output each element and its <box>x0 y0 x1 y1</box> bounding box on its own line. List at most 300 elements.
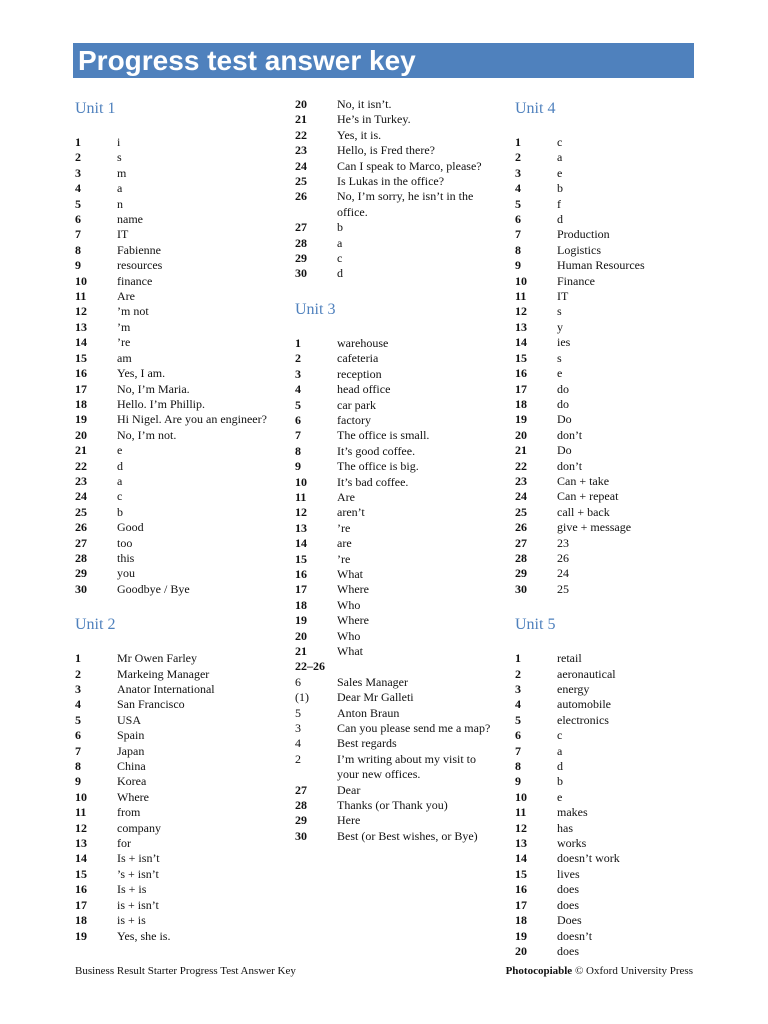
answer-text: Best regards <box>337 736 397 751</box>
answer-number: 14 <box>515 335 527 350</box>
answer-text: too <box>117 535 133 550</box>
answer-text: Fabienne <box>117 242 161 257</box>
answer-number: 3 <box>75 682 81 696</box>
answer-text: s <box>557 304 562 319</box>
answer-row <box>75 150 275 165</box>
answer-text: from <box>117 805 141 820</box>
answer-number: 29 <box>515 566 527 581</box>
unit-section <box>295 298 500 844</box>
answer-text: Human Resources <box>557 258 645 273</box>
answer-text: Are <box>117 289 135 304</box>
answer-number: 9 <box>75 258 81 273</box>
answer-text: retail <box>557 651 582 666</box>
answer-row <box>515 551 715 566</box>
answer-text: reception <box>337 366 382 381</box>
answer-row <box>75 805 275 820</box>
answer-row <box>515 227 715 242</box>
answer-text: call + back <box>557 504 610 519</box>
answer-text: Yes, I am. <box>117 366 166 381</box>
answer-number: 20 <box>75 427 87 442</box>
answer-row <box>75 867 275 882</box>
unit-section <box>295 97 500 298</box>
answer-number: 22 <box>515 458 527 473</box>
answer-number: 14 <box>75 335 87 350</box>
answer-row <box>295 721 500 736</box>
answer-number: 9 <box>515 774 521 789</box>
answer-number: 11 <box>295 489 307 504</box>
answer-row <box>75 836 275 851</box>
answer-row <box>295 220 500 235</box>
answer-number: 7 <box>515 227 521 242</box>
answer-number: 5 <box>515 196 521 211</box>
answer-number: 15 <box>75 350 87 365</box>
answer-row <box>75 428 275 443</box>
answer-number: 2 <box>515 150 521 165</box>
answer-row <box>75 744 275 759</box>
answer-number: 27 <box>515 535 527 550</box>
answer-number: 26 <box>75 520 87 535</box>
answer-number: 9 <box>515 258 521 273</box>
answer-row <box>295 613 500 628</box>
answer-number: 24 <box>515 489 527 504</box>
answer-row <box>295 428 500 443</box>
answer-number: 8 <box>75 759 81 774</box>
answer-number: 17 <box>295 582 307 597</box>
answer-text: Here <box>337 813 361 828</box>
answer-text: e <box>557 789 563 804</box>
answer-number: 3 <box>295 721 301 736</box>
answer-list <box>515 651 715 959</box>
answer-number: 21 <box>295 644 307 658</box>
answer-text: He’s in Turkey. <box>337 112 411 127</box>
answer-text: are <box>337 536 352 551</box>
answer-number: 4 <box>515 697 521 712</box>
answer-number: 19 <box>75 412 87 427</box>
answer-text: Dear <box>337 782 361 797</box>
answer-number: 1 <box>295 335 301 350</box>
answer-row <box>515 520 715 535</box>
answer-text: does <box>557 943 579 958</box>
answer-text: Best (or Best wishes, or Bye) <box>337 828 478 843</box>
answer-number: 27 <box>75 535 87 550</box>
answer-row <box>75 443 275 458</box>
answer-row <box>515 135 715 150</box>
answer-row <box>75 459 275 474</box>
answer-row <box>515 304 715 319</box>
answer-number: 8 <box>75 242 81 257</box>
answer-number: 22 <box>295 127 307 142</box>
answer-row <box>515 351 715 366</box>
answer-row <box>515 166 715 181</box>
answer-text: b <box>117 504 123 519</box>
answer-number: 21 <box>295 112 307 127</box>
answer-text: Finance <box>557 273 595 288</box>
answer-text: is + is <box>117 913 146 928</box>
answer-text: c <box>557 728 563 743</box>
answer-row <box>295 706 500 721</box>
answer-number: 20 <box>295 628 307 643</box>
answer-row <box>295 143 500 158</box>
answer-number: 15 <box>515 866 527 881</box>
answer-text: this <box>117 550 135 565</box>
answer-number: 1 <box>75 135 81 149</box>
answer-row <box>295 97 500 112</box>
answer-text: for <box>117 836 131 851</box>
answer-text: is + isn’t <box>117 897 159 912</box>
answer-row <box>295 336 500 351</box>
answer-text: a <box>557 743 563 758</box>
answer-text: ’m not <box>117 304 149 319</box>
answer-text: does <box>557 897 579 912</box>
answer-row <box>75 566 275 581</box>
answer-number: 18 <box>515 396 527 411</box>
answer-text: aren’t <box>337 505 365 520</box>
answer-number: 4 <box>75 697 81 712</box>
answer-text: Korea <box>117 774 147 789</box>
answer-row <box>75 882 275 897</box>
footer-photocopiable: Photocopiable <box>505 965 573 977</box>
answer-row <box>295 582 500 597</box>
answer-number: 18 <box>75 913 87 928</box>
answer-row <box>515 744 715 759</box>
answer-text: f <box>557 196 561 211</box>
answer-row <box>515 790 715 805</box>
answer-number: 12 <box>515 820 527 835</box>
answer-number: 15 <box>515 350 527 365</box>
answer-number: 26 <box>295 189 307 204</box>
answer-text: s <box>117 150 122 165</box>
answer-number: 13 <box>515 319 527 334</box>
answer-text: The office is small. <box>337 428 430 443</box>
answer-row <box>295 675 500 690</box>
answer-text: aeronautical <box>557 666 616 681</box>
answer-text: company <box>117 820 161 835</box>
answer-row <box>515 489 715 504</box>
answer-number: 19 <box>515 928 527 943</box>
answer-number: 1 <box>515 651 521 666</box>
answer-number: 5 <box>295 705 301 720</box>
answer-number: 7 <box>295 428 301 443</box>
answer-row <box>295 536 500 551</box>
answer-row <box>75 181 275 196</box>
answer-text: finance <box>117 273 153 288</box>
answer-text: n <box>117 196 123 211</box>
answer-row <box>515 682 715 697</box>
answer-text: Yes, it is. <box>337 127 382 142</box>
answer-number: 25 <box>515 504 527 519</box>
answer-number: 21 <box>75 443 87 458</box>
answer-text: c <box>557 135 563 149</box>
answer-number: 29 <box>295 813 307 828</box>
answer-row <box>515 944 715 959</box>
answer-number: 2 <box>75 150 81 165</box>
answer-row <box>515 759 715 774</box>
answer-number: 29 <box>295 251 307 266</box>
answer-number: 30 <box>515 581 527 596</box>
answer-row <box>295 490 500 505</box>
answer-number: 3 <box>515 165 521 180</box>
answer-text: m <box>117 165 127 180</box>
title-bar <box>73 43 694 78</box>
answer-number: 8 <box>515 242 521 257</box>
answer-text: b <box>557 181 563 196</box>
answer-number: (1) <box>295 690 309 705</box>
answer-text: c <box>337 251 343 266</box>
answer-list <box>295 336 500 844</box>
answer-number: 17 <box>75 381 87 396</box>
answer-row <box>75 351 275 366</box>
answer-text: Who <box>337 597 361 612</box>
answer-row <box>515 366 715 381</box>
answer-text: d <box>337 266 343 281</box>
answer-row <box>75 790 275 805</box>
answer-row <box>295 189 500 220</box>
answer-number: 20 <box>515 943 527 958</box>
answer-row <box>75 929 275 944</box>
answer-row <box>515 851 715 866</box>
answer-number: 4 <box>295 382 301 397</box>
answer-text <box>337 659 500 674</box>
answer-row <box>75 536 275 551</box>
answer-row <box>75 289 275 304</box>
answer-row <box>295 813 500 828</box>
unit-heading: Unit 5 <box>515 616 556 634</box>
answer-text: USA <box>117 712 142 727</box>
answer-number: 16 <box>295 566 307 581</box>
answer-row <box>295 475 500 490</box>
answer-number: 1 <box>75 651 81 666</box>
answer-number: 11 <box>75 805 87 820</box>
answer-number: 3 <box>295 366 301 381</box>
answer-text: No, I’m sorry, he isn’t in the office. <box>337 189 474 219</box>
answer-list <box>295 97 500 282</box>
answer-text: Is + is <box>117 882 147 897</box>
answer-text: car park <box>337 397 376 412</box>
answer-number: 5 <box>75 196 81 211</box>
answer-text: do <box>557 396 569 411</box>
answer-text: lives <box>557 866 580 881</box>
answer-number: 5 <box>295 397 301 412</box>
answer-text: Who <box>337 628 361 643</box>
answer-number: 22 <box>75 458 87 473</box>
answer-number: 29 <box>75 566 87 581</box>
answer-row <box>515 913 715 928</box>
answer-number: 23 <box>75 473 87 488</box>
answer-row <box>295 351 500 366</box>
answer-row <box>295 398 500 413</box>
answer-number: 15 <box>295 551 307 566</box>
answer-number: 18 <box>75 396 87 411</box>
answer-text: Yes, she is. <box>117 928 171 943</box>
answer-number: 26 <box>515 520 527 535</box>
answer-number: 10 <box>515 273 527 288</box>
answer-row <box>75 851 275 866</box>
answer-text: Sales Manager <box>337 674 408 689</box>
answer-text: don’t <box>557 458 583 473</box>
answer-text: automobile <box>557 697 611 712</box>
answer-text: you <box>117 566 135 581</box>
answer-number: 21 <box>515 443 527 458</box>
answer-row <box>75 898 275 913</box>
answer-row <box>515 212 715 227</box>
answer-number: 19 <box>515 412 527 427</box>
answer-text: San Francisco <box>117 697 185 712</box>
answer-number: 13 <box>75 836 87 851</box>
answer-number: 3 <box>75 165 81 180</box>
answer-row <box>515 805 715 820</box>
answer-text: e <box>557 366 563 381</box>
answer-row <box>295 752 500 783</box>
footer-publisher: © Oxford University Press <box>572 965 693 977</box>
answer-row <box>515 443 715 458</box>
answer-number: 4 <box>75 181 81 196</box>
answer-row <box>515 651 715 666</box>
column-3 <box>515 97 715 959</box>
answer-row <box>75 474 275 489</box>
answer-row <box>75 243 275 258</box>
answer-number: 17 <box>75 897 87 912</box>
answer-row <box>75 212 275 227</box>
answer-number: 4 <box>515 181 521 196</box>
answer-row <box>295 567 500 582</box>
answer-row <box>295 251 500 266</box>
answer-row <box>295 659 500 674</box>
answer-text: b <box>337 220 343 235</box>
answer-text: 26 <box>557 550 569 565</box>
answer-text: I’m writing about my visit to your new offices. <box>337 751 476 782</box>
answer-text: No, I’m not. <box>117 427 177 442</box>
answer-number: 7 <box>75 227 81 242</box>
answer-number: 27 <box>295 782 307 797</box>
answer-text: Dear Mr Galleti <box>337 690 414 705</box>
answer-row <box>295 174 500 189</box>
answer-number: 18 <box>295 597 307 612</box>
answer-row <box>515 774 715 789</box>
answer-text: Hello, is Fred there? <box>337 143 435 158</box>
answer-number: 11 <box>515 289 527 304</box>
answer-text: Does <box>557 913 582 928</box>
answer-text: electronics <box>557 712 609 727</box>
answer-number: 13 <box>515 836 527 851</box>
answer-row <box>75 197 275 212</box>
answer-row <box>515 882 715 897</box>
answer-row <box>515 428 715 443</box>
answer-text: d <box>557 212 563 227</box>
answer-number: 28 <box>295 235 307 250</box>
answer-text: Thanks (or Thank you) <box>337 798 448 813</box>
answer-row <box>515 929 715 944</box>
column-2 <box>295 97 500 844</box>
answer-text: factory <box>337 412 371 427</box>
answer-text: e <box>117 443 123 458</box>
answer-number: 8 <box>515 759 521 774</box>
answer-row <box>295 798 500 813</box>
answer-number: 12 <box>75 820 87 835</box>
answer-number: 30 <box>295 828 307 843</box>
answer-number: 16 <box>75 366 87 381</box>
answer-row <box>295 382 500 397</box>
answer-row <box>295 459 500 474</box>
answer-row <box>75 582 275 597</box>
answer-text: ’re <box>117 335 131 350</box>
answer-number: 10 <box>295 474 307 489</box>
answer-text: IT <box>557 289 569 304</box>
answer-number: 6 <box>515 212 521 227</box>
answer-row <box>75 382 275 397</box>
answer-number: 28 <box>75 550 87 565</box>
answer-number: 12 <box>75 304 87 319</box>
answer-row <box>75 759 275 774</box>
answer-row <box>75 412 275 427</box>
answer-text: Can I speak to Marco, please? <box>337 158 482 173</box>
heading-spacer <box>295 322 500 336</box>
answer-row <box>515 867 715 882</box>
answer-text: Where <box>337 582 369 597</box>
page-title: Progress test answer key <box>78 45 416 76</box>
answer-number: 6 <box>295 412 301 427</box>
answer-number: 2 <box>295 351 301 366</box>
answer-number: 30 <box>295 266 307 281</box>
answer-row <box>295 444 500 459</box>
answer-number: 2 <box>75 666 81 681</box>
answer-text: Where <box>117 789 149 804</box>
answer-row <box>75 821 275 836</box>
answer-number: 4 <box>295 736 301 751</box>
unit-heading: Unit 1 <box>75 100 116 117</box>
answer-number: 7 <box>75 743 81 758</box>
answer-number: 5 <box>75 712 81 727</box>
answer-row <box>295 505 500 520</box>
answer-text: Where <box>337 613 369 628</box>
answer-number: 19 <box>75 928 87 943</box>
answer-text: doesn’t <box>557 928 593 943</box>
answer-number: 27 <box>295 220 307 235</box>
answer-text: d <box>117 458 123 473</box>
answer-text: 24 <box>557 566 569 581</box>
answer-row <box>515 289 715 304</box>
column-1 <box>75 97 275 944</box>
answer-text: Do <box>557 443 572 458</box>
answer-row <box>515 836 715 851</box>
answer-row <box>295 690 500 705</box>
answer-row <box>295 266 500 281</box>
answer-text: c <box>117 489 123 504</box>
answer-row <box>295 236 500 251</box>
answer-number: 24 <box>75 489 87 504</box>
answer-number: 15 <box>75 866 87 881</box>
answer-row <box>515 536 715 551</box>
answer-row <box>515 150 715 165</box>
answer-row <box>75 304 275 319</box>
answer-number: 7 <box>515 743 521 758</box>
answer-number: 19 <box>295 613 307 628</box>
answer-list <box>75 651 275 944</box>
answer-number: 6 <box>515 728 521 743</box>
answer-number: 20 <box>295 97 307 111</box>
answer-number: 16 <box>515 882 527 897</box>
answer-text: What <box>337 566 363 581</box>
answer-text: Anator International <box>117 682 215 696</box>
answer-text: Good <box>117 520 144 535</box>
unit-heading: Unit 4 <box>515 100 556 117</box>
answer-number: 12 <box>295 505 307 520</box>
answer-number: 18 <box>515 913 527 928</box>
answer-row <box>295 112 500 127</box>
answer-row <box>295 128 500 143</box>
answer-text: head office <box>337 382 391 397</box>
answer-row <box>295 159 500 174</box>
answer-number: 9 <box>75 774 81 789</box>
